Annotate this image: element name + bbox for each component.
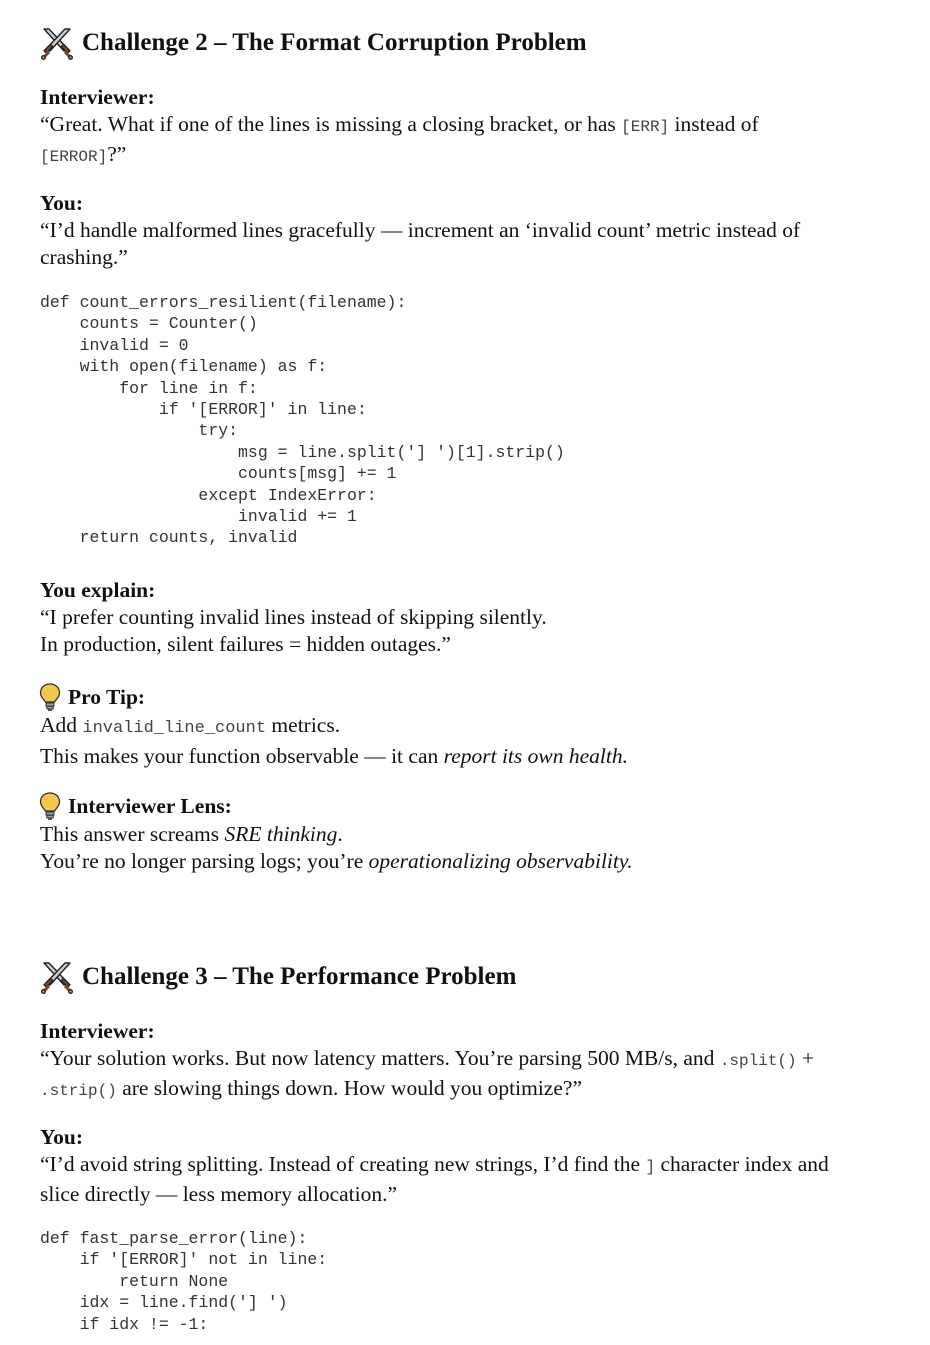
lens-text: . [337,822,343,846]
question-text: instead of [669,112,759,136]
you-answer [40,217,890,270]
you-explain-label: You explain: [40,578,156,602]
pro-tip-emphasis: report its own health. [443,743,628,768]
question-text: are slowing things down. How would you optimize?” [116,1075,582,1100]
pro-tip-label: Pro Tip: [68,684,146,709]
challenge-3-heading [40,960,516,994]
answer-line-2: slice directly — less memory allocation.” [40,1181,398,1206]
code-block-fast-parse: def fast_parse_error(line): if '[ERROR]' not in line: return None idx = line.find('] ') if idx != -1: [40,1229,328,1334]
pro-tip-heading [38,682,145,712]
inline-code-error: [ERROR] [40,147,108,166]
challenge-2-title: Challenge 2 – The Format Corruption Problem [82,29,587,56]
answer-line-2: crashing.” [40,244,128,269]
lens-text: You’re no longer parsing logs; you’re [40,848,369,873]
question-text: “Your solution works. But now latency matters. You’re parsing 500 MB/s, and [40,1046,720,1070]
challenge-3-title: Challenge 3 – The Performance Problem [82,963,517,990]
interviewer-question [40,111,890,170]
answer-line-1 [40,1151,890,1181]
explanation [40,604,890,657]
pro-tip-line-2 [40,743,890,770]
pro-tip-text: This makes your function observable — it can [40,743,444,768]
interviewer-lens-body [40,821,890,874]
lens-emphasis: SRE thinking [224,822,338,846]
code-block-resilient: def count_errors_resilient(filename): counts = Counter() invalid = 0 with open(filename) as f: for line in f: if '[ERROR]' in line: try: msg = line.split('] ')[1].strip() counts[msg] += 1 except IndexError: invalid += 1 return counts, invalid [40,293,565,548]
question-line-2 [40,1075,890,1105]
answer-text: “I’d avoid string splitting. Instead of creating new strings, I’d find the [40,1152,646,1176]
you-label: You: [40,1125,84,1149]
crossed-swords-icon [40,960,74,994]
question-text: + [796,1046,815,1070]
lens-text: This answer screams [40,822,225,846]
challenge-2-heading [40,26,587,60]
interviewer-question [40,1045,890,1104]
lens-line-2 [40,848,890,875]
answer-text: character index and [655,1152,829,1176]
explain-line-1: “I prefer counting invalid lines instead of skipping silently. [40,605,547,629]
question-line-1 [40,1045,890,1075]
inline-code-bracket: ] [645,1158,656,1176]
you-answer [40,1151,890,1207]
you-label: You: [40,191,84,215]
lightbulb-icon [38,682,62,712]
question-line-2 [40,141,890,171]
pro-tip-body [40,712,890,769]
interviewer-lens-heading [38,791,232,821]
inline-code-strip: .strip() [40,1081,117,1100]
inline-code-split: .split() [719,1052,797,1070]
interviewer-label: Interviewer: [40,85,155,109]
lens-emphasis: operationalizing observability. [368,848,633,873]
question-line-1 [40,111,890,141]
crossed-swords-icon [40,26,74,60]
explain-line-2: In production, silent failures = hidden outages.” [40,631,451,656]
pro-tip-text: Add [40,713,83,737]
interviewer-lens-label: Interviewer Lens: [68,793,232,818]
inline-code-err: [ERR] [621,118,670,136]
pro-tip-line-1 [40,712,890,743]
lightbulb-icon [38,791,62,821]
lens-line-1 [40,821,890,848]
pro-tip-text: metrics. [266,713,341,737]
answer-line-1: “I’d handle malformed lines gracefully — increment an ‘invalid count’ metric instead of [40,218,801,242]
question-text: ?” [107,141,127,166]
inline-code-metric: invalid_line_count [82,719,267,738]
interviewer-label: Interviewer: [40,1019,155,1043]
question-text: “Great. What if one of the lines is missing a closing bracket, or has [40,112,622,136]
